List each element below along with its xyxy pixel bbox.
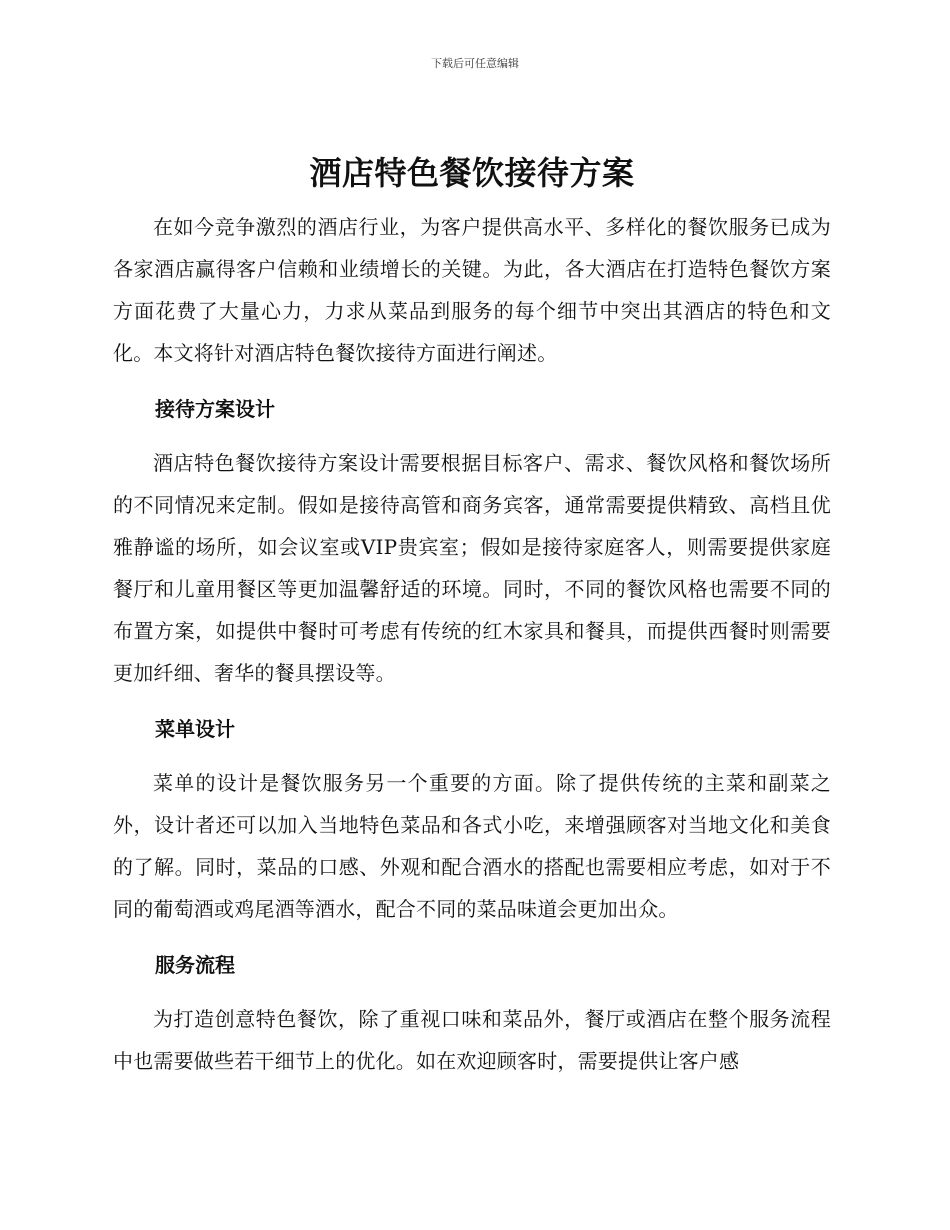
section-body-menu: 菜单的设计是餐饮服务另一个重要的方面。除了提供传统的主菜和副菜之外，设计者还可以加入当地特色菜品和各式小吃，来增强顾客对当地文化和美食的了解。同时，菜品的口感、外观和配合酒水的搭配也需要相应考虑，如对于不同的葡萄酒或鸡尾酒等酒水，配合不同的菜品味道会更加出众。: [113, 771, 831, 921]
section-body-reception: 酒店特色餐饮接待方案设计需要根据目标客户、需求、餐饮风格和餐饮场所的不同情况来定制。假如是接待高管和商务宾客，通常需要提供精致、高档且优雅静谧的场所，如会议室或VIP贵宾室；假如是接待家庭客人，则需要提供家庭餐厅和儿童用餐区等更加温馨舒适的环境。同时，不同的餐饮风格也需要不同的布置方案，如提供中餐时可考虑有传统的红木家具和餐具，而提供西餐时则需要更加纤细、奢华的餐具摆设等。: [113, 451, 831, 685]
intro-paragraph: 在如今竞争激烈的酒店行业，为客户提供高水平、多样化的餐饮服务已成为各家酒店赢得客户信赖和业绩增长的关键。为此，各大酒店在打造特色餐饮方案方面花费了大量心力，力求从菜品到服务的每个细节中突出其酒店的特色和文化。本文将针对酒店特色餐饮接待方面进行阐述。: [113, 215, 831, 365]
section-body-service: 为打造创意特色餐饮，除了重视口味和菜品外，餐厅或酒店在整个服务流程中也需要做些若干细节上的优化。如在欢迎顾客时，需要提供让客户感: [113, 1007, 831, 1073]
section-heading-reception: 接待方案设计: [155, 397, 275, 421]
document-title: 酒店特色餐饮接待方案: [309, 154, 635, 192]
document-body: [113, 150, 831, 1082]
section-heading-service: 服务流程: [155, 953, 235, 977]
header-note: 下载后可任意编辑: [431, 57, 519, 70]
section-heading-menu: 菜单设计: [155, 717, 235, 741]
